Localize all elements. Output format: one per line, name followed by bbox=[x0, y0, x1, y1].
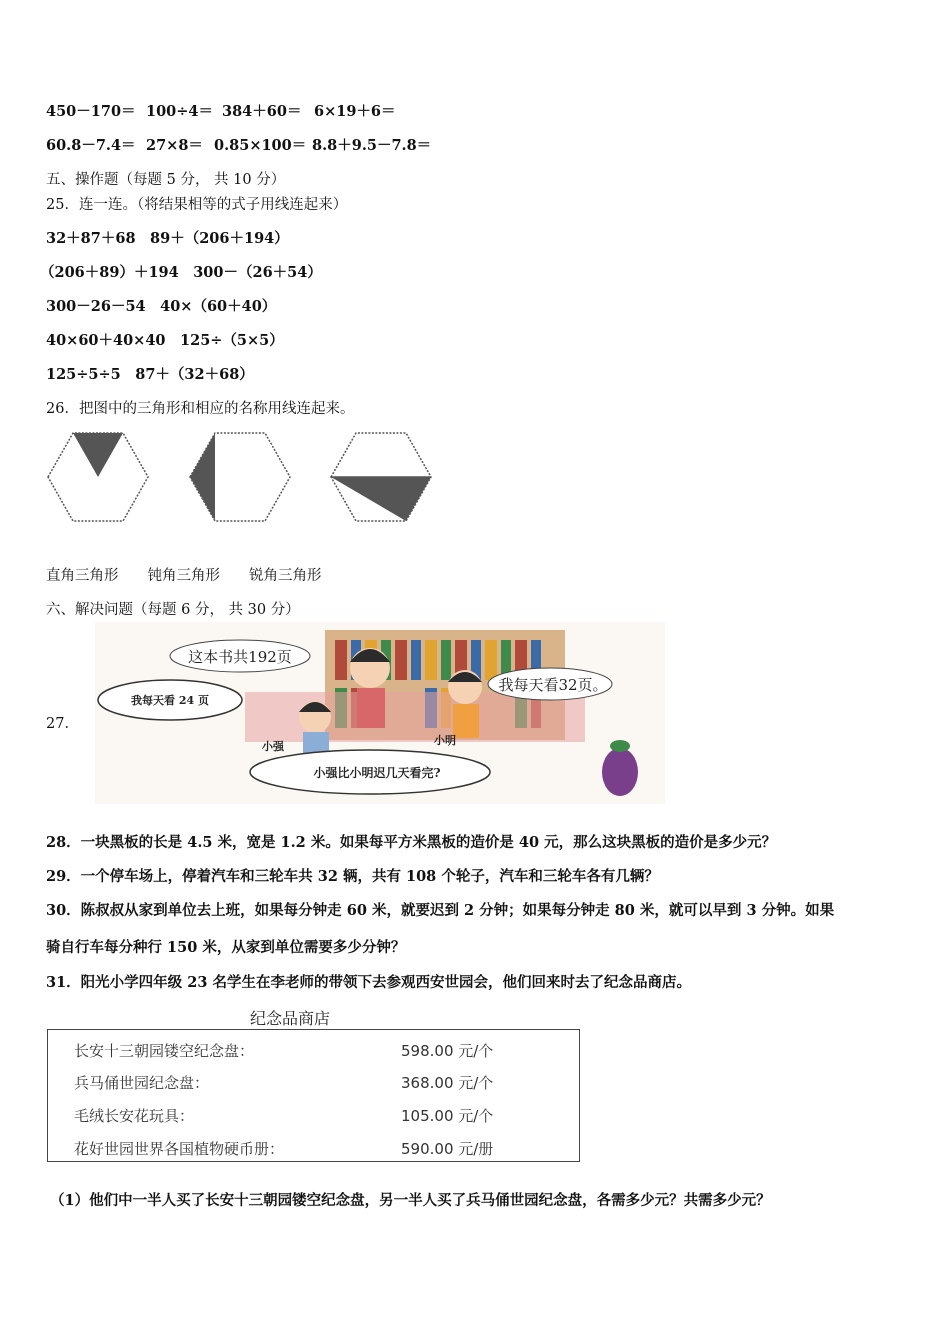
item-price: 598.00 元/个 bbox=[401, 1042, 494, 1060]
question-26-title: 26．把图中的三角形和相应的名称用线连起来。 bbox=[46, 401, 355, 417]
question-31-sub-1: （1）他们中一半人买了长安十三朝园镂空纪念盘，另一半人买了兵马俑世园纪念盘，各需多少元？共需多少元？ bbox=[50, 1192, 771, 1209]
question-27-number: 27． bbox=[46, 716, 79, 732]
hexagon-figure-2 bbox=[188, 430, 292, 524]
question-30-line-1: 30．陈叔叔从家到单位去上班，如果每分钟走 60 米，就要迟到 2 分钟；如果每分钟走 80 米，就可以早到 3 分钟。如果 bbox=[46, 902, 835, 919]
calc-item: 0.85×100＝ bbox=[214, 137, 307, 154]
question-31: 31．阳光小学四年级 23 名学生在李老师的带领下去参观西安世园会，他们回来时去了纪念品商店。 bbox=[46, 974, 691, 991]
question-28: 28．一块黑板的长是 4.5 米，宽是 1.2 米。如果每平方米黑板的造价是 40 元，那么这块黑板的造价是多少元？ bbox=[46, 834, 777, 851]
match-pair: （206＋89）＋194 300－（26＋54） bbox=[40, 264, 322, 281]
reading-illustration bbox=[95, 622, 665, 804]
hexagon-figure-3 bbox=[329, 430, 433, 524]
question-25-title: 25．连一连。（将结果相等的式子用线连起来） bbox=[46, 197, 348, 213]
item-name: 花好世园世界各国植物硬币册： bbox=[74, 1140, 285, 1158]
store-title: 纪念品商店 bbox=[250, 1009, 331, 1028]
item-price: 105.00 元/个 bbox=[401, 1107, 494, 1125]
triangle-shaded bbox=[190, 433, 215, 521]
item-price: 368.00 元/个 bbox=[401, 1074, 494, 1092]
name-xiaoming: 小明 bbox=[434, 734, 456, 747]
name-xiaoqiang: 小强 bbox=[262, 740, 284, 753]
price-row bbox=[74, 1040, 554, 1062]
item-name: 兵马俑世园纪念盘： bbox=[74, 1074, 210, 1092]
hexagon-figure-1 bbox=[46, 430, 150, 524]
question-30-line-2: 骑自行车每分种行 150 米，从家到单位需要多少分钟？ bbox=[46, 939, 406, 956]
item-name: 毛绒长安花玩具： bbox=[74, 1107, 195, 1125]
triangle-shaded bbox=[73, 433, 123, 477]
calc-item: 8.8＋9.5－7.8＝ bbox=[312, 137, 432, 154]
section-heading: 五、操作题（每题 5 分， 共 10 分） bbox=[46, 172, 286, 188]
calc-item: 27×8＝ bbox=[146, 137, 203, 154]
item-price: 590.00 元/册 bbox=[401, 1140, 494, 1158]
question-29: 29．一个停车场上，停着汽车和三轮车共 32 辆，共有 108 个轮子，汽车和三轮车各有几辆？ bbox=[46, 868, 659, 885]
illustration-image bbox=[95, 622, 665, 804]
calc-item: 450－170＝ bbox=[46, 103, 136, 120]
calc-item: 6×19＋6＝ bbox=[314, 103, 396, 120]
calc-item: 100÷4＝ bbox=[146, 103, 214, 120]
match-pair: 300－26－54 40×（60＋40） bbox=[46, 298, 277, 315]
match-pair: 125÷5÷5 87＋（32＋68） bbox=[46, 366, 254, 383]
calc-item: 60.8－7.4＝ bbox=[46, 137, 136, 154]
price-table bbox=[47, 1029, 580, 1162]
triangle-names: 直角三角形 钝角三角形 锐角三角形 bbox=[46, 568, 322, 584]
bubble-xiaoqiang: 我每天看 24 页 bbox=[131, 694, 209, 707]
match-pair: 40×60＋40×40 125÷（5×5） bbox=[46, 332, 284, 349]
price-row bbox=[74, 1105, 554, 1127]
bubble-question: 小强比小明迟几天看完? bbox=[313, 766, 441, 780]
calc-item: 384＋60＝ bbox=[222, 103, 302, 120]
bubble-book: 这本书共192页 bbox=[188, 648, 292, 666]
section-heading: 六、解决问题（每题 6 分， 共 30 分） bbox=[46, 602, 300, 618]
price-row bbox=[74, 1138, 554, 1160]
price-row bbox=[74, 1072, 554, 1094]
triangle-shaded bbox=[331, 477, 431, 521]
item-name: 长安十三朝园镂空纪念盘： bbox=[74, 1042, 255, 1060]
bubble-xiaoming: 我每天看32页。 bbox=[498, 676, 608, 694]
match-pair: 32＋87＋68 89＋（206＋194） bbox=[46, 230, 289, 247]
